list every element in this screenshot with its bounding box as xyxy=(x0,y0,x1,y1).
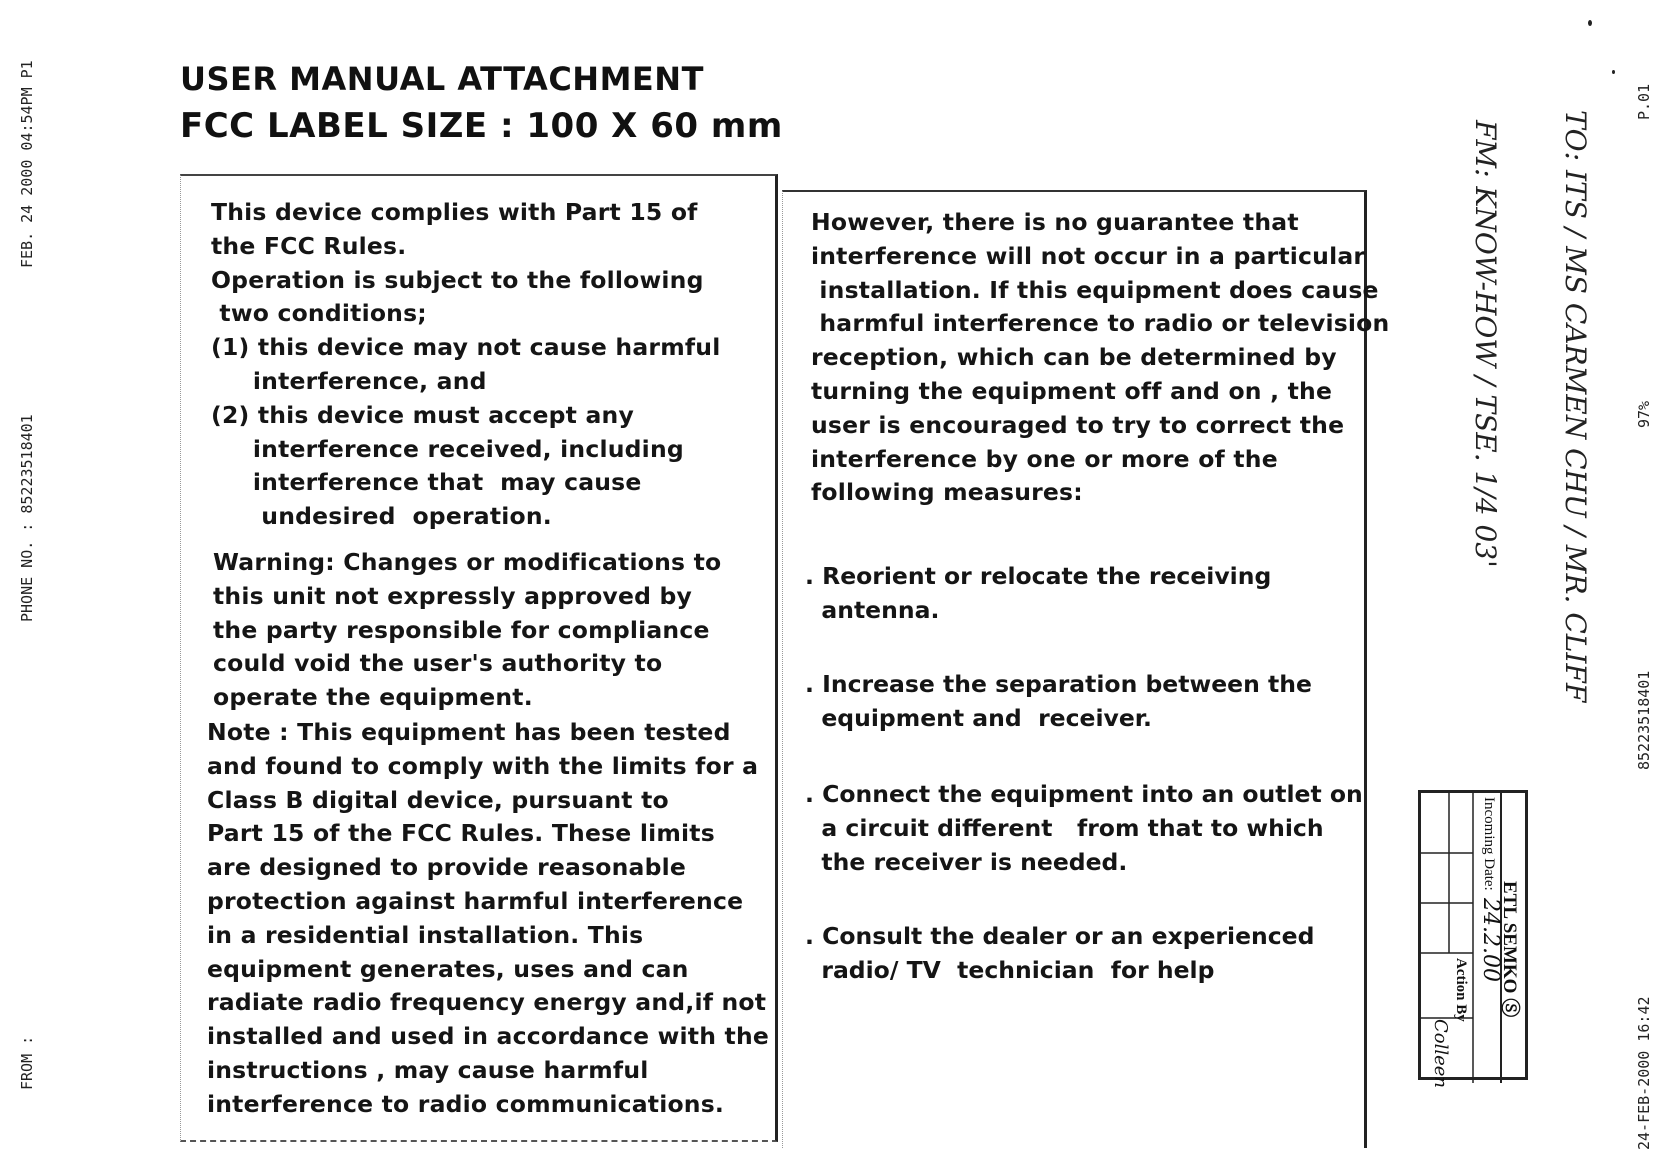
label-size-title: FCC LABEL SIZE : 100 X 60 mm xyxy=(180,106,783,146)
measure-item: . Connect the equipment into an outlet on a circuit different from that to which the receiver is needed. xyxy=(805,780,1363,876)
document-title: USER MANUAL ATTACHMENT xyxy=(180,60,704,98)
stamp-logo-icon: Ⓢ xyxy=(1499,998,1520,1018)
fax-page: P.01 xyxy=(1635,83,1653,120)
fax-date: FEB. 24 2000 04:54PM P1 xyxy=(18,60,36,268)
fax-phone: PHONE NO. : 85223518401 xyxy=(18,414,36,622)
measure-item: . Increase the separation between the equipment and receiver. xyxy=(805,670,1312,732)
handwritten-to-note: TO: ITS / MS CARMEN CHU / MR. CLIFF xyxy=(1559,110,1592,703)
fax-speck xyxy=(1612,70,1615,74)
fax-speck xyxy=(1588,20,1592,26)
note-statement: Note : This equipment has been tested and found to comply with the limits for a Class B digital device, pursuant to Part 15 of the FCC Rules. These limits are designed to provide reasonable protection against harmful interference in a residential installation. This equipment generates, uses and can radiate radio frequency energy and,if not installed and used in accordance with the instructions , may cause harmful interference to radio communications. xyxy=(207,718,770,1118)
stamp-date-label: Incoming Date: xyxy=(1481,797,1497,891)
stamp-title: ETL SEMKO Ⓢ xyxy=(1499,881,1520,1018)
measure-item: . Consult the dealer or an experienced radio/ TV technician for help xyxy=(805,922,1315,984)
stamp-action-label: Action By xyxy=(1453,958,1469,1022)
measure-item: . Reorient or relocate the receiving antenna. xyxy=(805,562,1272,624)
warning-statement: Warning: Changes or modifications to this unit not expressly approved by the party responsible for compliance could void the user's authority to operate the equipment. xyxy=(213,548,722,712)
fax-from: FROM : xyxy=(18,1035,36,1090)
stamp-date-value: 24.2.00 xyxy=(1478,898,1503,982)
compliance-statement: This device complies with Part 15 of the FCC Rules. Operation is subject to the following two conditions; (1) this device may not cause harmful interference, and (2) this device must accept any interference received, including interference that may cause undesired operation. xyxy=(211,198,721,531)
stamp-action-signature: Colleen xyxy=(1430,1019,1451,1089)
received-stamp xyxy=(1418,790,1528,1089)
left-label-panel xyxy=(180,174,778,1142)
fax-datetime: 24-FEB-2000 16:42 xyxy=(1635,996,1653,1150)
fax-percent: 97% xyxy=(1635,400,1653,428)
however-statement: However, there is no guarantee that interference will not occur in a particular installation. If this equipment does cause harmful interference to radio or television reception, which can be determined by turning the equipment off and on , the user is encouraged to try to correct the interference by one or more of the following measures: xyxy=(811,208,1390,507)
right-label-panel xyxy=(782,190,1390,1148)
handwritten-from-note: FM: KNOW-HOW / TSE. 1/4 03' xyxy=(1469,120,1502,568)
fax-number: 85223518401 xyxy=(1635,670,1653,770)
